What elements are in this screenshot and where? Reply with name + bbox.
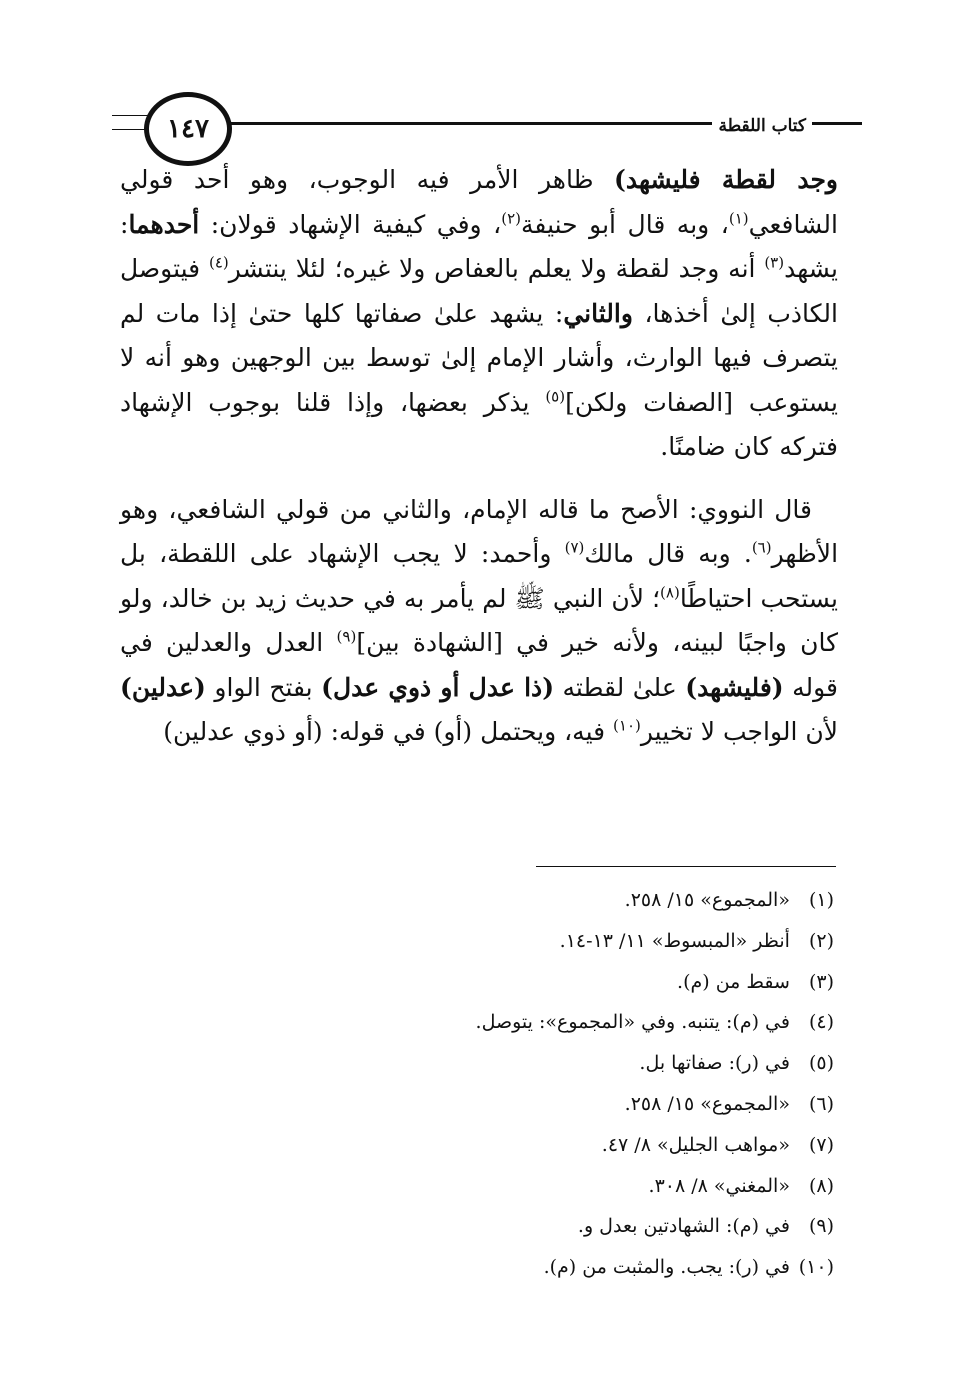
running-header — [112, 92, 852, 164]
footnote-ref: (٣) — [764, 253, 785, 272]
text-span: ، وبه قال أبو حنيفة — [521, 209, 729, 239]
footnote-number: (١) — [808, 889, 834, 911]
footnote-text: في (ر): يجب. والمثبت من (م). — [543, 1256, 790, 1279]
text-span: قال النووي: الأصح ما قاله الإمام، والثاني من قولي الشافعي، وهو الأظهر — [120, 494, 839, 568]
footnote-ref: (٤) — [208, 253, 229, 272]
footnote-text: «مواهب الجليل» ٨/ ٤٧. — [601, 1133, 790, 1156]
text-span: فيه، ويحتمل (أو) في قوله: (أو ذوي عدلين) — [163, 717, 614, 746]
footnote-item — [300, 1043, 834, 1084]
footnote-number: (١٠) — [798, 1256, 834, 1279]
text-span: . وبه قال مالك — [584, 539, 752, 568]
footnote-number: (٩) — [808, 1215, 834, 1238]
paragraph-2 — [120, 488, 838, 755]
footnote-item — [300, 1166, 834, 1207]
paragraph-1 — [120, 158, 838, 470]
footnote-text: «المجموع» ١٥/ ٢٥٨. — [624, 889, 790, 911]
page-number: ١٤٧ — [167, 114, 209, 144]
footnote-text: «المغني» ٨/ ٣٠٨. — [648, 1174, 790, 1197]
page-number-badge — [144, 92, 232, 166]
text-span: ؛ لأن النبي ﷺ لم يأمر به في حديث زيد بن خالد، ولو كان واجبًا لبينه، ولأنه خير في [الشهادة بين] — [120, 583, 838, 657]
footnote-number: (٤) — [808, 1011, 834, 1034]
text-span: : يشهد — [120, 209, 838, 283]
footnote-ref: (١٠) — [613, 716, 641, 735]
footnote-item — [300, 1084, 834, 1125]
footnote-ref: (٩) — [336, 627, 357, 646]
footnote-item — [300, 962, 834, 1003]
text-span: ، وفي كيفية الإشهاد قولان: — [199, 209, 502, 239]
footnote-ref: (٢) — [501, 209, 522, 228]
footnotes — [300, 880, 834, 1288]
text-span: فيتوصل الكاذب إلىٰ أخذها، — [120, 254, 838, 328]
footnote-ref: (٧) — [564, 538, 585, 557]
text-span: (فليشهد) — [685, 672, 784, 702]
footnote-item — [300, 1206, 834, 1247]
text-span: أنه وجد لقطة ولا يعلم بالعفاص ولا غيره؛ لئلا ينتشر — [228, 254, 765, 283]
footnote-item — [300, 1125, 834, 1166]
text-span: لأن الواجب لا تخيير — [640, 717, 838, 746]
footnote-number: (٨) — [808, 1174, 834, 1197]
footnote-text: أنظر «المبسوط» ١١/ ١٣-١٤. — [559, 929, 790, 952]
footnote-item — [300, 921, 834, 962]
footnote-ref: (٥) — [545, 387, 566, 406]
footnote-number: (٥) — [808, 1052, 834, 1075]
text-span: العدل والعدلين في قوله — [120, 628, 838, 702]
text-span: علىٰ لقطته — [554, 672, 686, 702]
footnote-ref: (٦) — [751, 538, 772, 557]
footnote-separator — [536, 866, 836, 867]
footnote-ref: (١) — [728, 209, 749, 228]
footnote-text: سقط من (م). — [677, 970, 790, 993]
footnote-text: في (م): يتنبه. وفي «المجموع»: يتوصل. — [475, 1011, 790, 1034]
footnote-ref: (٨) — [660, 583, 680, 602]
main-text — [120, 158, 838, 755]
footnote-number: (٦) — [808, 1092, 834, 1115]
footnote-item — [300, 1002, 834, 1043]
book-title: كتاب اللقطة — [712, 116, 812, 136]
text-span: أحدهما — [128, 209, 200, 239]
text-span: وجد لقطة فليشهد) — [614, 165, 838, 194]
text-span: بفتح الواو — [205, 672, 322, 702]
text-span: والثاني — [563, 298, 633, 328]
footnote-number: (٢) — [808, 929, 834, 952]
footnote-text: في (م): الشهادتين بعدل و. — [577, 1215, 790, 1238]
text-span: يذكر بعضها، وإذا قلنا بوجوب الإشهاد فتركه كان ضامنًا. — [120, 387, 838, 461]
text-span: (ذا عدل أو ذوي عدل) — [321, 672, 555, 702]
footnote-text: «المجموع» ١٥/ ٢٥٨. — [624, 1092, 790, 1115]
footnote-item — [300, 1247, 834, 1288]
text-span: : يشهد علىٰ صفاتها كلها حتىٰ إذا مات لم يتصرف فيها الوارث، وأشار الإمام إلىٰ توسط بين الوجهين وهو أنه لا يستوعب [الصفات ولكن] — [120, 298, 838, 417]
footnote-number: (٣) — [808, 970, 834, 993]
text-span: (عدلين) — [120, 672, 206, 702]
footnote-text: في (ر): صفاتها بل. — [639, 1052, 790, 1075]
text-span: ظاهر الأمر فيه الوجوب، وهو أحد قولي الشافعي — [120, 165, 838, 239]
footnote-number: (٧) — [808, 1133, 834, 1156]
footnote-item — [300, 880, 834, 921]
text-span: وأحمد: لا يجب الإشهاد على اللقطة، بل يستحب احتياطًا — [120, 539, 838, 613]
